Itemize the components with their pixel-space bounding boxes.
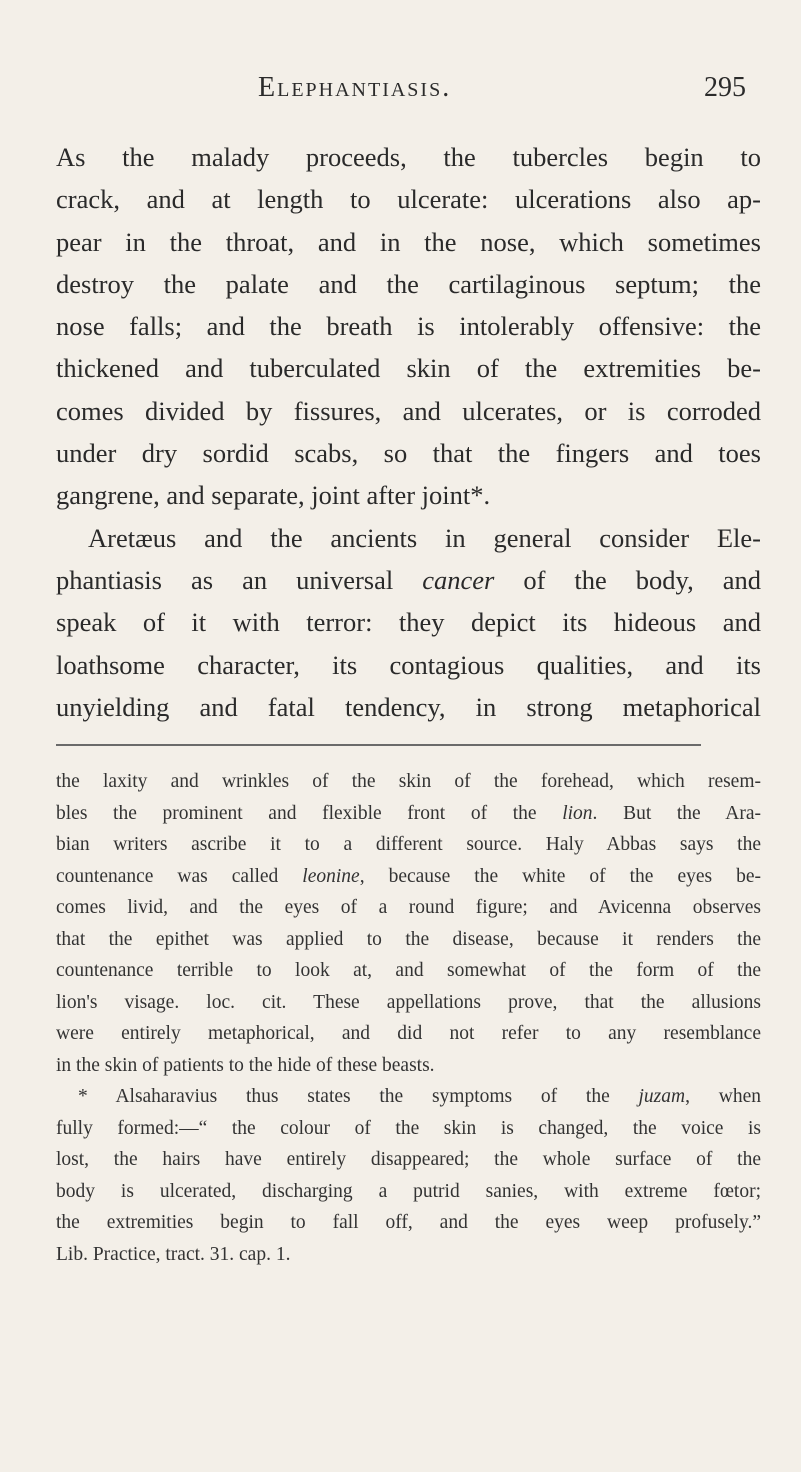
main-line: Aretæus and the ancients in general consider Ele- [88, 522, 761, 553]
footnote-line: lion's visage. loc. cit. These appellations prove, that the allusions [56, 991, 761, 1013]
italic-word: cancer [422, 564, 495, 595]
main-line: unyielding and fatal tendency, in strong metaphorical [56, 691, 761, 722]
main-line: pear in the throat, and in the nose, which sometimes [56, 226, 761, 257]
running-head [0, 72, 801, 112]
italic-word: juzam [638, 1086, 686, 1107]
main-line: comes divided by fissures, and ulcerates, or is corroded [56, 395, 761, 426]
footnote-line: the extremities begin to fall off, and the eyes weep profusely.” [56, 1212, 761, 1233]
main-line: gangrene, and separate, joint after joint*. [56, 480, 491, 511]
italic-word: leonine [302, 865, 360, 887]
footnote-line: lost, the hairs have entirely disappeared; the whole surface of the [56, 1149, 761, 1170]
footnote-line: were entirely metaphorical, and did not refer to any resemblance [56, 1023, 761, 1044]
footnote-line: Lib. Practice, tract. 31. cap. 1. [56, 1243, 291, 1265]
running-title: Elephantiasis. [258, 72, 452, 103]
footnote-line: in the skin of patients to the hide of these beasts. [56, 1054, 435, 1076]
main-line: nose falls; and the breath is intolerably offensive: the [56, 311, 761, 342]
main-line: speak of it with terror: they depict its hideous and [56, 607, 761, 638]
page-number: 295 [704, 72, 746, 103]
main-line: As the malady proceeds, the tubercles begin to [56, 142, 761, 172]
footnote-line: comes livid, and the eyes of a round figure; and Avicenna observes [56, 897, 761, 918]
footnote-rule [56, 744, 701, 746]
footnote-line: that the epithet was applied to the disease, because it renders the [56, 928, 761, 950]
footnote-line: * Alsaharavius thus states the symptoms of the juzam, when [78, 1086, 761, 1107]
footnote-line: body is ulcerated, discharging a putrid sanies, with extreme fœtor; [56, 1180, 761, 1202]
footnote-line: fully formed:—“ the colour of the skin is changed, the voice is [56, 1117, 761, 1139]
main-line: loathsome character, its contagious qualities, and its [56, 649, 761, 680]
footnote-line: countenance terrible to look at, and somewhat of the form of the [56, 960, 761, 981]
main-line: crack, and at length to ulcerate: ulcerations also ap- [56, 184, 761, 215]
footnote-line: bles the prominent and flexible front of the lion. But the Ara- [56, 802, 761, 824]
italic-word: lion [562, 802, 593, 824]
footnotes [56, 766, 761, 1270]
main-line: thickened and tuberculated skin of the extremities be- [56, 353, 761, 384]
footnote-line: the laxity and wrinkles of the skin of the forehead, which resem- [56, 771, 761, 792]
main-text [56, 136, 761, 728]
main-line: phantiasis as an universal cancer of the body, and [56, 564, 761, 595]
main-line: destroy the palate and the cartilaginous septum; the [56, 268, 761, 299]
footnote-line: countenance was called leonine, because the white of the eyes be- [56, 865, 761, 887]
main-line: under dry sordid scabs, so that the fingers and toes [56, 438, 761, 469]
footnote-line: bian writers ascribe it to a different source. Haly Abbas says the [56, 834, 761, 855]
